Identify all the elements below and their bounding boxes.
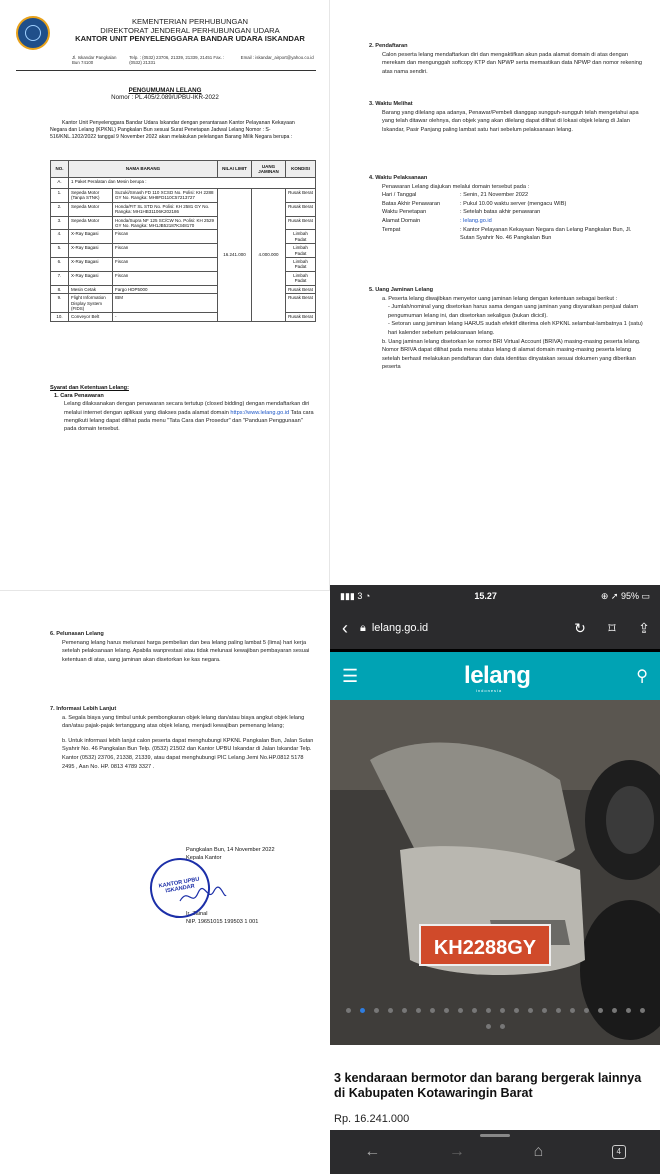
group-no: A. xyxy=(51,178,69,189)
site-logo[interactable] xyxy=(464,662,531,693)
section-5 xyxy=(369,286,644,372)
kv-value: : Setelah batas akhir penawaran xyxy=(460,209,541,216)
official-stamp: KANTOR UPBU ISKANDAR xyxy=(145,853,215,923)
forward-arrow-icon[interactable]: → xyxy=(448,1143,465,1160)
signer-position: Kepala Kantor xyxy=(186,855,222,861)
section-4-title: 4. Waktu Pelaksanaan xyxy=(369,175,428,181)
announcement-heading: PENGUMUMAN LELANG xyxy=(128,87,202,94)
carousel-dot[interactable] xyxy=(388,1008,393,1013)
row-no: 7. xyxy=(51,271,69,285)
section-7-title: 7. Informasi Lebih Lanjut xyxy=(50,706,117,712)
row-item: Conveyor Belt xyxy=(69,313,113,321)
carousel-dot[interactable] xyxy=(444,1008,449,1013)
brand-text: lelang xyxy=(464,662,531,689)
section-5-title: 5. Uang Jaminan Lelang xyxy=(369,287,434,293)
address-field[interactable] xyxy=(360,622,564,635)
row-limit: 16.241.000 xyxy=(218,189,252,322)
section-4 xyxy=(369,174,644,243)
carousel-dot[interactable] xyxy=(346,1008,351,1013)
row-spec: Honda/Supra NF 125 SC/CW No. Polisi: KH 2529 GY No. Rangka: MH1JB52187K348170 xyxy=(113,216,218,230)
phone-status-bar xyxy=(330,585,660,607)
section-6-body: Pemenang lelang harus melunasi harga pembelian dan bea lelang paling lambat 5 (lima) hari kerja setelah pelaksanaan lelang. Apabila wanprestasi atau tidak melunasi kewajiban pembayaran sesuai ketentuan di atas, uang jaminan akan disetorkan ke kas negara. xyxy=(62,639,310,663)
domain-link[interactable]: : lelang.go.id xyxy=(460,217,492,224)
section-5-a: a. Peserta lelang diwajibkan menyetor uang jaminan lelang dengan ketentuan sebagai berikut : xyxy=(382,295,618,302)
item-photo[interactable] xyxy=(330,700,660,1045)
letterhead-divider xyxy=(16,70,316,71)
carousel-dot[interactable] xyxy=(542,1008,547,1013)
row-spec: Fiscan xyxy=(113,244,218,258)
section-7-a: a. Segala biaya yang timbul untuk pembongkaran objek lelang dan/atau biaya angkut objek lelang dan/atau pajak-pajak tertanggung atas objek lelang, menjadi kewajiban pemenang lelang; xyxy=(62,714,305,730)
row-condition: Limbah Padat xyxy=(286,258,316,272)
section-3 xyxy=(369,100,644,134)
intro-paragraph: Kantor Unit Penyelenggara Bandar Udara Iskandar dengan perantaraan Kantor Pelayanan Kekayaan Negara dan Lelang (KPKNL) Pangkalan Bun sesuai Surat Penetapan Jadwal Lelang Nomor : S-516/KNL.1202/2022 tanggal 9 November 2022 akan melakukan pelelangan Barang Milik Negara berupa : xyxy=(50,120,295,140)
letterhead-line-2: DIREKTORAT JENDERAL PERHUBUNGAN UDARA xyxy=(100,25,280,35)
lelang-link[interactable]: https://www.lelang.go.id xyxy=(230,409,290,416)
col-item: NAMA BARANG xyxy=(69,161,218,178)
letterhead-line-3: KANTOR UNIT PENYELENGGARA BANDAR UDARA ISKANDAR xyxy=(75,34,305,44)
listing-title[interactable]: 3 kendaraan bermotor dan barang bergerak lainnya di Kabupaten Kotawaringin Barat xyxy=(334,1071,642,1100)
carrier-label: 3 xyxy=(357,590,363,601)
col-deposit: UANG JAMINAN xyxy=(252,161,286,178)
kv-key: Hari / Tanggal xyxy=(382,192,417,199)
bookmark-icon[interactable]: ⌑ xyxy=(608,619,616,636)
wifi-icon: ◔ xyxy=(364,590,371,601)
kv-value: : Senin, 21 November 2022 xyxy=(460,192,529,199)
carousel-dot[interactable] xyxy=(514,1008,519,1013)
row-item: Sepeda Motor xyxy=(69,216,113,230)
carousel-dot[interactable] xyxy=(416,1008,421,1013)
row-spec: Honda/FIT SL STD No. Polisi: KH 2581 GY No. Rangka: MH1HB31106K202186 xyxy=(113,202,218,216)
announcement-number: Nomor : PL.405/2.089/UPBU-IKR-2022 xyxy=(111,94,219,102)
carousel-dot[interactable] xyxy=(528,1008,533,1013)
row-spec: Fargo HDP5000 xyxy=(113,285,218,293)
table-group-row xyxy=(51,178,316,189)
row-spec: Fiscan xyxy=(113,230,218,244)
carousel-dot[interactable] xyxy=(640,1008,645,1013)
kv-key: Batas Akhir Penawaran xyxy=(382,200,441,207)
carousel-dot[interactable] xyxy=(472,1008,477,1013)
carousel-dot[interactable] xyxy=(500,1024,505,1029)
table-row xyxy=(51,189,316,203)
carousel-dot[interactable] xyxy=(570,1008,575,1013)
letterhead-email: Email : iskandar_airport@yahoo.co.id xyxy=(240,55,314,60)
kv-value xyxy=(460,217,644,226)
section-6 xyxy=(50,630,314,664)
terms-heading: Syarat dan Ketentuan Lelang: xyxy=(50,385,129,391)
row-deposit: 4.000.000 xyxy=(252,189,286,322)
section-3-title: 3. Waktu Melihat xyxy=(369,101,413,107)
signer-nip: NIP. 19651015 199503 1 001 xyxy=(186,919,259,925)
tabs-icon[interactable]: 4 xyxy=(612,1145,626,1159)
kv-row xyxy=(382,217,644,226)
letterhead-contact xyxy=(72,55,322,66)
section-7 xyxy=(50,705,314,771)
carousel-dot[interactable] xyxy=(612,1008,617,1013)
carousel-dot[interactable] xyxy=(374,1008,379,1013)
terms-1-body xyxy=(64,400,316,433)
row-spec: - xyxy=(113,313,218,321)
col-condition: KONDISI xyxy=(286,161,316,178)
col-limit: NILAI LIMIT xyxy=(218,161,252,178)
col-no: NO. xyxy=(51,161,69,178)
kv-row xyxy=(382,200,644,209)
row-no: 3. xyxy=(51,216,69,230)
row-condition: Rusak Berat xyxy=(286,294,316,313)
kv-value: : Kantor Pelayanan Kekayaan Negara dan Lelang Pangkalan Bun, Jl. Sutan Syahrir No. 46 Pangkalan Bun xyxy=(460,226,632,242)
row-no: 10. xyxy=(51,313,69,321)
row-no: 9. xyxy=(51,294,69,313)
battery-icon: ▭ xyxy=(641,590,650,601)
lock-icon: 🔒︎ xyxy=(360,621,366,634)
auction-items-table xyxy=(50,160,316,322)
row-condition: Limbah Padat xyxy=(286,244,316,258)
section-2-body: Calon peserta lelang mendaftarkan diri dan mengaktifkan akun pada alamat domain di atas dengan merekam dan mengunggah softcopy KTP dan NPWP serta memastikan data NPWP dan nomor rekening atas nama sendiri. xyxy=(382,51,642,75)
group-label: 1 Paket Peralatan dan Mesin berupa : xyxy=(69,178,316,189)
signer-name: Ir. Zainal xyxy=(186,911,208,917)
section-3-body: Barang yang dilelang apa adanya, Penawar/Pembeli dianggap sungguh-sungguh telah mengetahui apa yang telah ditawar olehnya, dan objek yang akan dilelang dapat dilihat di lokasi objek lelang di Jalan Iskandar, Pasir Panjang paling lambat satu hari sebelum pelaksanaan lelang. xyxy=(382,109,639,133)
section-2-title: 2. Pendaftaran xyxy=(369,43,408,49)
place-date: Pangkalan Bun, 14 November 2022 xyxy=(186,847,275,853)
row-spec: Fiscan xyxy=(113,258,218,272)
carousel-dot[interactable] xyxy=(486,1024,491,1029)
letterhead-line-1: KEMENTERIAN PERHUBUNGAN xyxy=(131,17,249,26)
row-condition: Limbah Padat xyxy=(286,271,316,285)
kv-key: Tempat xyxy=(382,226,401,233)
signal-indicator: ▮▮▮ 3 ◔ xyxy=(340,590,371,601)
carousel-dot[interactable] xyxy=(584,1008,589,1013)
carousel-dot[interactable] xyxy=(598,1008,603,1013)
kv-key: Waktu Penetapan xyxy=(382,209,427,216)
row-item: X-Ray Bagasi xyxy=(69,230,113,244)
section-6-title: 6. Pelunasan Lelang xyxy=(50,631,104,637)
letterhead xyxy=(60,18,320,44)
handwritten-signature xyxy=(178,885,228,907)
row-no: 4. xyxy=(51,230,69,244)
row-condition: Rusak Berat xyxy=(286,285,316,293)
kv-row xyxy=(382,226,644,243)
carousel-dots[interactable] xyxy=(330,1008,660,1034)
row-spec: IBM xyxy=(113,294,218,313)
kv-key: Alamat Domain xyxy=(382,217,421,224)
clock: 15.27 xyxy=(474,591,497,601)
row-no: 2. xyxy=(51,202,69,216)
row-condition: Rusak Berat xyxy=(286,313,316,321)
back-chevron-icon[interactable]: ‹ xyxy=(342,617,348,638)
battery-indicator: ⊕ ➚ 95% ▭ xyxy=(600,590,650,601)
section-7-b: b. Untuk informasi lebih lanjut calon peserta dapat menghubungi KPKNL Pangkalan Bun, Jalan Sutan Syahrir No. 46 Pangkalan Bun Telp. (0532) 21502 dan Kantor UPBU Iskandar di Jalan Iskandar Telp. Kantor (0532) 23706, 21338, 21339, atau dapat menghubungi PIC Lelang Jemi No.HP.0812 5178 2495 , Aan No. HP. 0813 4789 3327 . xyxy=(62,737,314,770)
carousel-dot[interactable] xyxy=(360,1008,365,1013)
announcement-title xyxy=(0,87,330,102)
terms-section xyxy=(50,384,316,433)
row-condition: Limbah Padat xyxy=(286,230,316,244)
row-item: Sepeda Motor xyxy=(69,202,113,216)
row-item: Mesin Cetak xyxy=(69,285,113,293)
row-condition: Rusak Berat xyxy=(286,216,316,230)
share-icon[interactable]: ⇪ xyxy=(638,619,650,636)
terms-1-title: 1. Cara Penawaran xyxy=(54,393,104,400)
section-5-a2: - Setoran uang jaminan lelang HARUS sudah efektif diterima oleh KPKNL selambat-lambatnya 1 (satu) hari kalender sebelum pelaksanaan lelang. xyxy=(388,321,643,336)
reload-icon[interactable]: ↻ xyxy=(574,619,586,636)
site-header xyxy=(330,652,660,700)
battery-level: 95% xyxy=(620,590,639,601)
carousel-dot[interactable] xyxy=(500,1008,505,1013)
carousel-dot[interactable] xyxy=(430,1008,435,1013)
section-5-a1: - Jumlah/nominal yang disetorkan harus sama dengan uang jaminan yang disyaratkan penjual dalam pengumuman lelang ini, dan disetorkan sekaligus (bukan dicicil). xyxy=(388,304,639,319)
row-spec: Fiscan xyxy=(113,271,218,285)
scroll-handle[interactable] xyxy=(480,1134,510,1137)
row-item: Sepeda Motor (Tanpa STNK) xyxy=(69,189,113,203)
letterhead-phone: Telp. : (0532) 23706, 21339, 21339, 21451 Fax. : (0532) 21331 xyxy=(129,55,225,66)
row-item: Flight Information Display System (FIDS) xyxy=(69,294,113,313)
carousel-dot[interactable] xyxy=(556,1008,561,1013)
letterhead-address: Jl. Iskandar Pangkalan Bun 74100 xyxy=(72,55,117,66)
row-item: X-Ray Bagasi xyxy=(69,258,113,272)
row-no: 6. xyxy=(51,258,69,272)
row-no: 1. xyxy=(51,189,69,203)
brand-subtext: indonesia xyxy=(476,688,503,693)
terms-1-text-a: Lelang dilaksanakan dengan penawaran secara tertutup (closed bidding) dengan mendaftarkan diri melalui internet dengan aplikasi yang diakses pada alamat domain xyxy=(64,401,310,416)
ministry-logo xyxy=(16,16,50,50)
terms-1-text-b: Tata cara mengikuti lelang dapat dilihat pada menu "Tata Cara dan Prosedur" dan "Panduan Penggunaan" pada domain tersebut. xyxy=(64,409,314,433)
row-condition: Rusak Berat xyxy=(286,189,316,203)
carousel-dot[interactable] xyxy=(626,1008,631,1013)
carousel-dot[interactable] xyxy=(458,1008,463,1013)
row-spec: Suzuki/Smash FD 110 XCSD No. Polisi: KH 2288 GY No. Rangka: MH8FD110C57213727 xyxy=(113,189,218,203)
row-condition: Rusak Berat xyxy=(286,202,316,216)
kv-value: : Pukul 10.00 waktu server (mengacu WIB) xyxy=(460,200,567,207)
section-4-intro: Penawaran Lelang diajukan melalui domain tersebut pada : xyxy=(382,183,530,190)
listing-price: Rp. 16.241.000 xyxy=(334,1113,410,1125)
row-item: X-Ray Bagasi xyxy=(69,271,113,285)
browser-url-bar xyxy=(330,607,660,649)
back-arrow-icon[interactable]: ← xyxy=(364,1143,381,1160)
home-icon[interactable]: ⌂ xyxy=(533,1143,544,1160)
section-2 xyxy=(369,42,644,76)
carousel-dot[interactable] xyxy=(402,1008,407,1013)
search-icon[interactable]: ⚲ xyxy=(636,668,648,685)
kv-row xyxy=(382,191,644,200)
license-plate: KH2288GY xyxy=(433,937,537,959)
url-text: lelang.go.id xyxy=(371,622,429,634)
row-no: 8. xyxy=(51,285,69,293)
section-5-b: b. Uang jaminan lelang disetorkan ke nomor BRI Virtual Account (BRIVA) masing-masing peserta lelang. Nomor BRIVA dapat dilihat pada menu status lelang di alamat domain masing-masing peserta lelang setelah berhasil melakukan pendaftaran dan data identitas dinyatakan sesuai dokumen yang diberikan peserta xyxy=(382,338,641,371)
menu-icon[interactable]: ☰ xyxy=(342,665,359,686)
kv-row xyxy=(382,208,644,217)
row-no: 5. xyxy=(51,244,69,258)
carousel-dot[interactable] xyxy=(486,1008,491,1013)
row-item: X-Ray Bagasi xyxy=(69,244,113,258)
